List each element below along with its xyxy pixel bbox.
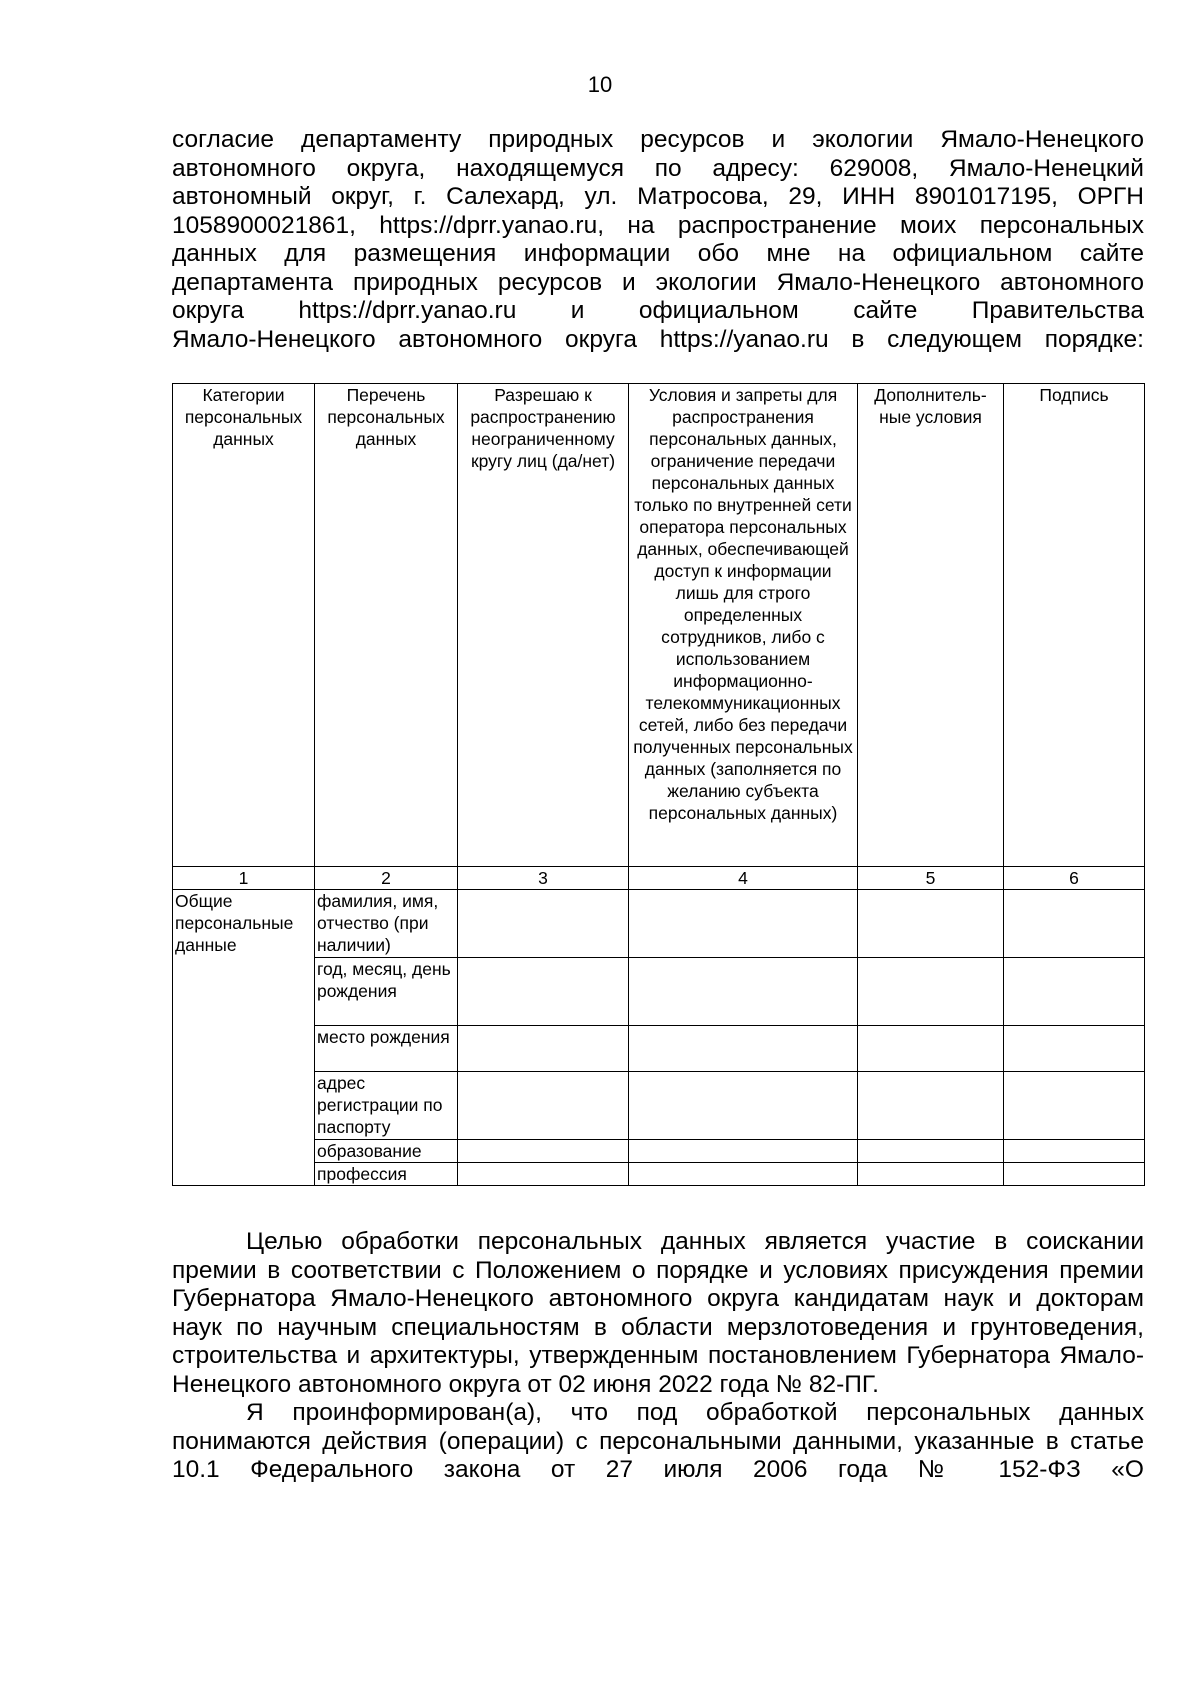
column-number-row	[173, 867, 1145, 890]
intro-paragraph	[172, 126, 1144, 354]
table-row	[173, 1140, 1145, 1163]
item-cell: адрес регистрации по паспорту	[315, 1072, 458, 1140]
intro-line: департамента природных ресурсов и экологии Ямало-Ненецкого автономного	[172, 268, 1144, 296]
table-row	[173, 890, 1145, 958]
header-permission: Разрешаю к распространению неограниченному кругу лиц (да/нет)	[458, 384, 629, 867]
signature-cell[interactable]	[1004, 890, 1145, 958]
column-number: 3	[458, 867, 629, 890]
additional-cell[interactable]	[858, 1140, 1004, 1163]
column-number: 5	[858, 867, 1004, 890]
intro-line: данных для размещения информации обо мне на официальном сайте	[172, 240, 1144, 267]
signature-cell[interactable]	[1004, 958, 1145, 1026]
additional-cell[interactable]	[858, 1026, 1004, 1072]
intro-line: автономного округа, находящемуся по адресу: 629008, Ямало-Ненецкий	[172, 154, 1144, 182]
permission-cell[interactable]	[458, 958, 629, 1026]
additional-cell[interactable]	[858, 958, 1004, 1026]
table-row	[173, 958, 1145, 1026]
item-cell: образование	[315, 1140, 458, 1163]
permission-cell[interactable]	[458, 1140, 629, 1163]
header-conditions: Условия и запреты для распространения персональных данных, ограничение передачи персональных данных только по внутренней сети оператора персональных данных, обеспечивающей доступ к информации лишь для строго определенных сотрудников, либо с использованием информационно-телекоммуникационных сетей, либо без передачи полученных персональных данных (заполняется по желанию субъекта персональных данных)	[629, 384, 858, 867]
signature-cell[interactable]	[1004, 1140, 1145, 1163]
conditions-cell[interactable]	[629, 890, 858, 958]
column-number: 4	[629, 867, 858, 890]
intro-line: Ямало-Ненецкого автономного округа https://yanao.ru в следующем порядке:	[172, 325, 1144, 353]
category-cell: Общие персональные данные	[173, 890, 315, 1186]
informed-paragraph: Я проинформирован(а), что под обработкой персональных данных понимаются действия (операции) с персональными данными, указанные в статье 10.1 Федерального закона от 27 июля 2006 года № 152-ФЗ «О	[172, 1399, 1144, 1483]
additional-cell[interactable]	[858, 1072, 1004, 1140]
item-cell: место рождения	[315, 1026, 458, 1072]
table-row	[173, 1163, 1145, 1186]
signature-cell[interactable]	[1004, 1026, 1145, 1072]
conditions-cell[interactable]	[629, 958, 858, 1026]
column-number: 2	[315, 867, 458, 890]
intro-line: согласие департаменту природных ресурсов и экологии Ямало-Ненецкого	[172, 126, 1144, 153]
item-cell: фамилия, имя, отчество (при наличии)	[315, 890, 458, 958]
header-list: Перечень персональных данных	[315, 384, 458, 867]
header-additional: Дополнитель-ные условия	[858, 384, 1004, 867]
intro-line: автономный округ, г. Салехард, ул. Матросова, 29, ИНН 8901017195, ОРГН	[172, 183, 1144, 210]
consent-table	[172, 383, 1145, 1186]
body-text	[172, 1228, 1144, 1485]
conditions-cell[interactable]	[629, 1163, 858, 1186]
conditions-cell[interactable]	[629, 1026, 858, 1072]
header-category: Категории персональных данных	[173, 384, 315, 867]
additional-cell[interactable]	[858, 1163, 1004, 1186]
column-number: 1	[173, 867, 315, 890]
additional-cell[interactable]	[858, 890, 1004, 958]
conditions-cell[interactable]	[629, 1140, 858, 1163]
permission-cell[interactable]	[458, 1026, 629, 1072]
table-header-row	[173, 384, 1145, 867]
header-signature: Подпись	[1004, 384, 1145, 867]
table-row	[173, 1026, 1145, 1072]
permission-cell[interactable]	[458, 1072, 629, 1140]
column-number: 6	[1004, 867, 1145, 890]
table-row	[173, 1072, 1145, 1140]
page-number: 10	[587, 72, 613, 97]
conditions-cell[interactable]	[629, 1072, 858, 1140]
permission-cell[interactable]	[458, 1163, 629, 1186]
signature-cell[interactable]	[1004, 1072, 1145, 1140]
item-cell: профессия	[315, 1163, 458, 1186]
intro-line: 1058900021861, https://dprr.yanao.ru, на распространение моих персональных	[172, 211, 1144, 239]
intro-line: округа https://dprr.yanao.ru и официальном сайте Правительства	[172, 297, 1144, 324]
signature-cell[interactable]	[1004, 1163, 1145, 1186]
item-cell: год, месяц, день рождения	[315, 958, 458, 1026]
permission-cell[interactable]	[458, 890, 629, 958]
purpose-paragraph: Целью обработки персональных данных является участие в соискании премии в соответствии с Положением о порядке и условиях присуждения премии Губернатора Ямало-Ненецкого автономного округа кандидатам наук и докторам наук по научным специальностям в области мерзлотоведения и грунтоведения, строительства и архитектуры, утвержденным постановлением Губернатора Ямало-Ненецкого автономного округа от 02 июня 2022 года № 82-ПГ.	[172, 1228, 1144, 1398]
